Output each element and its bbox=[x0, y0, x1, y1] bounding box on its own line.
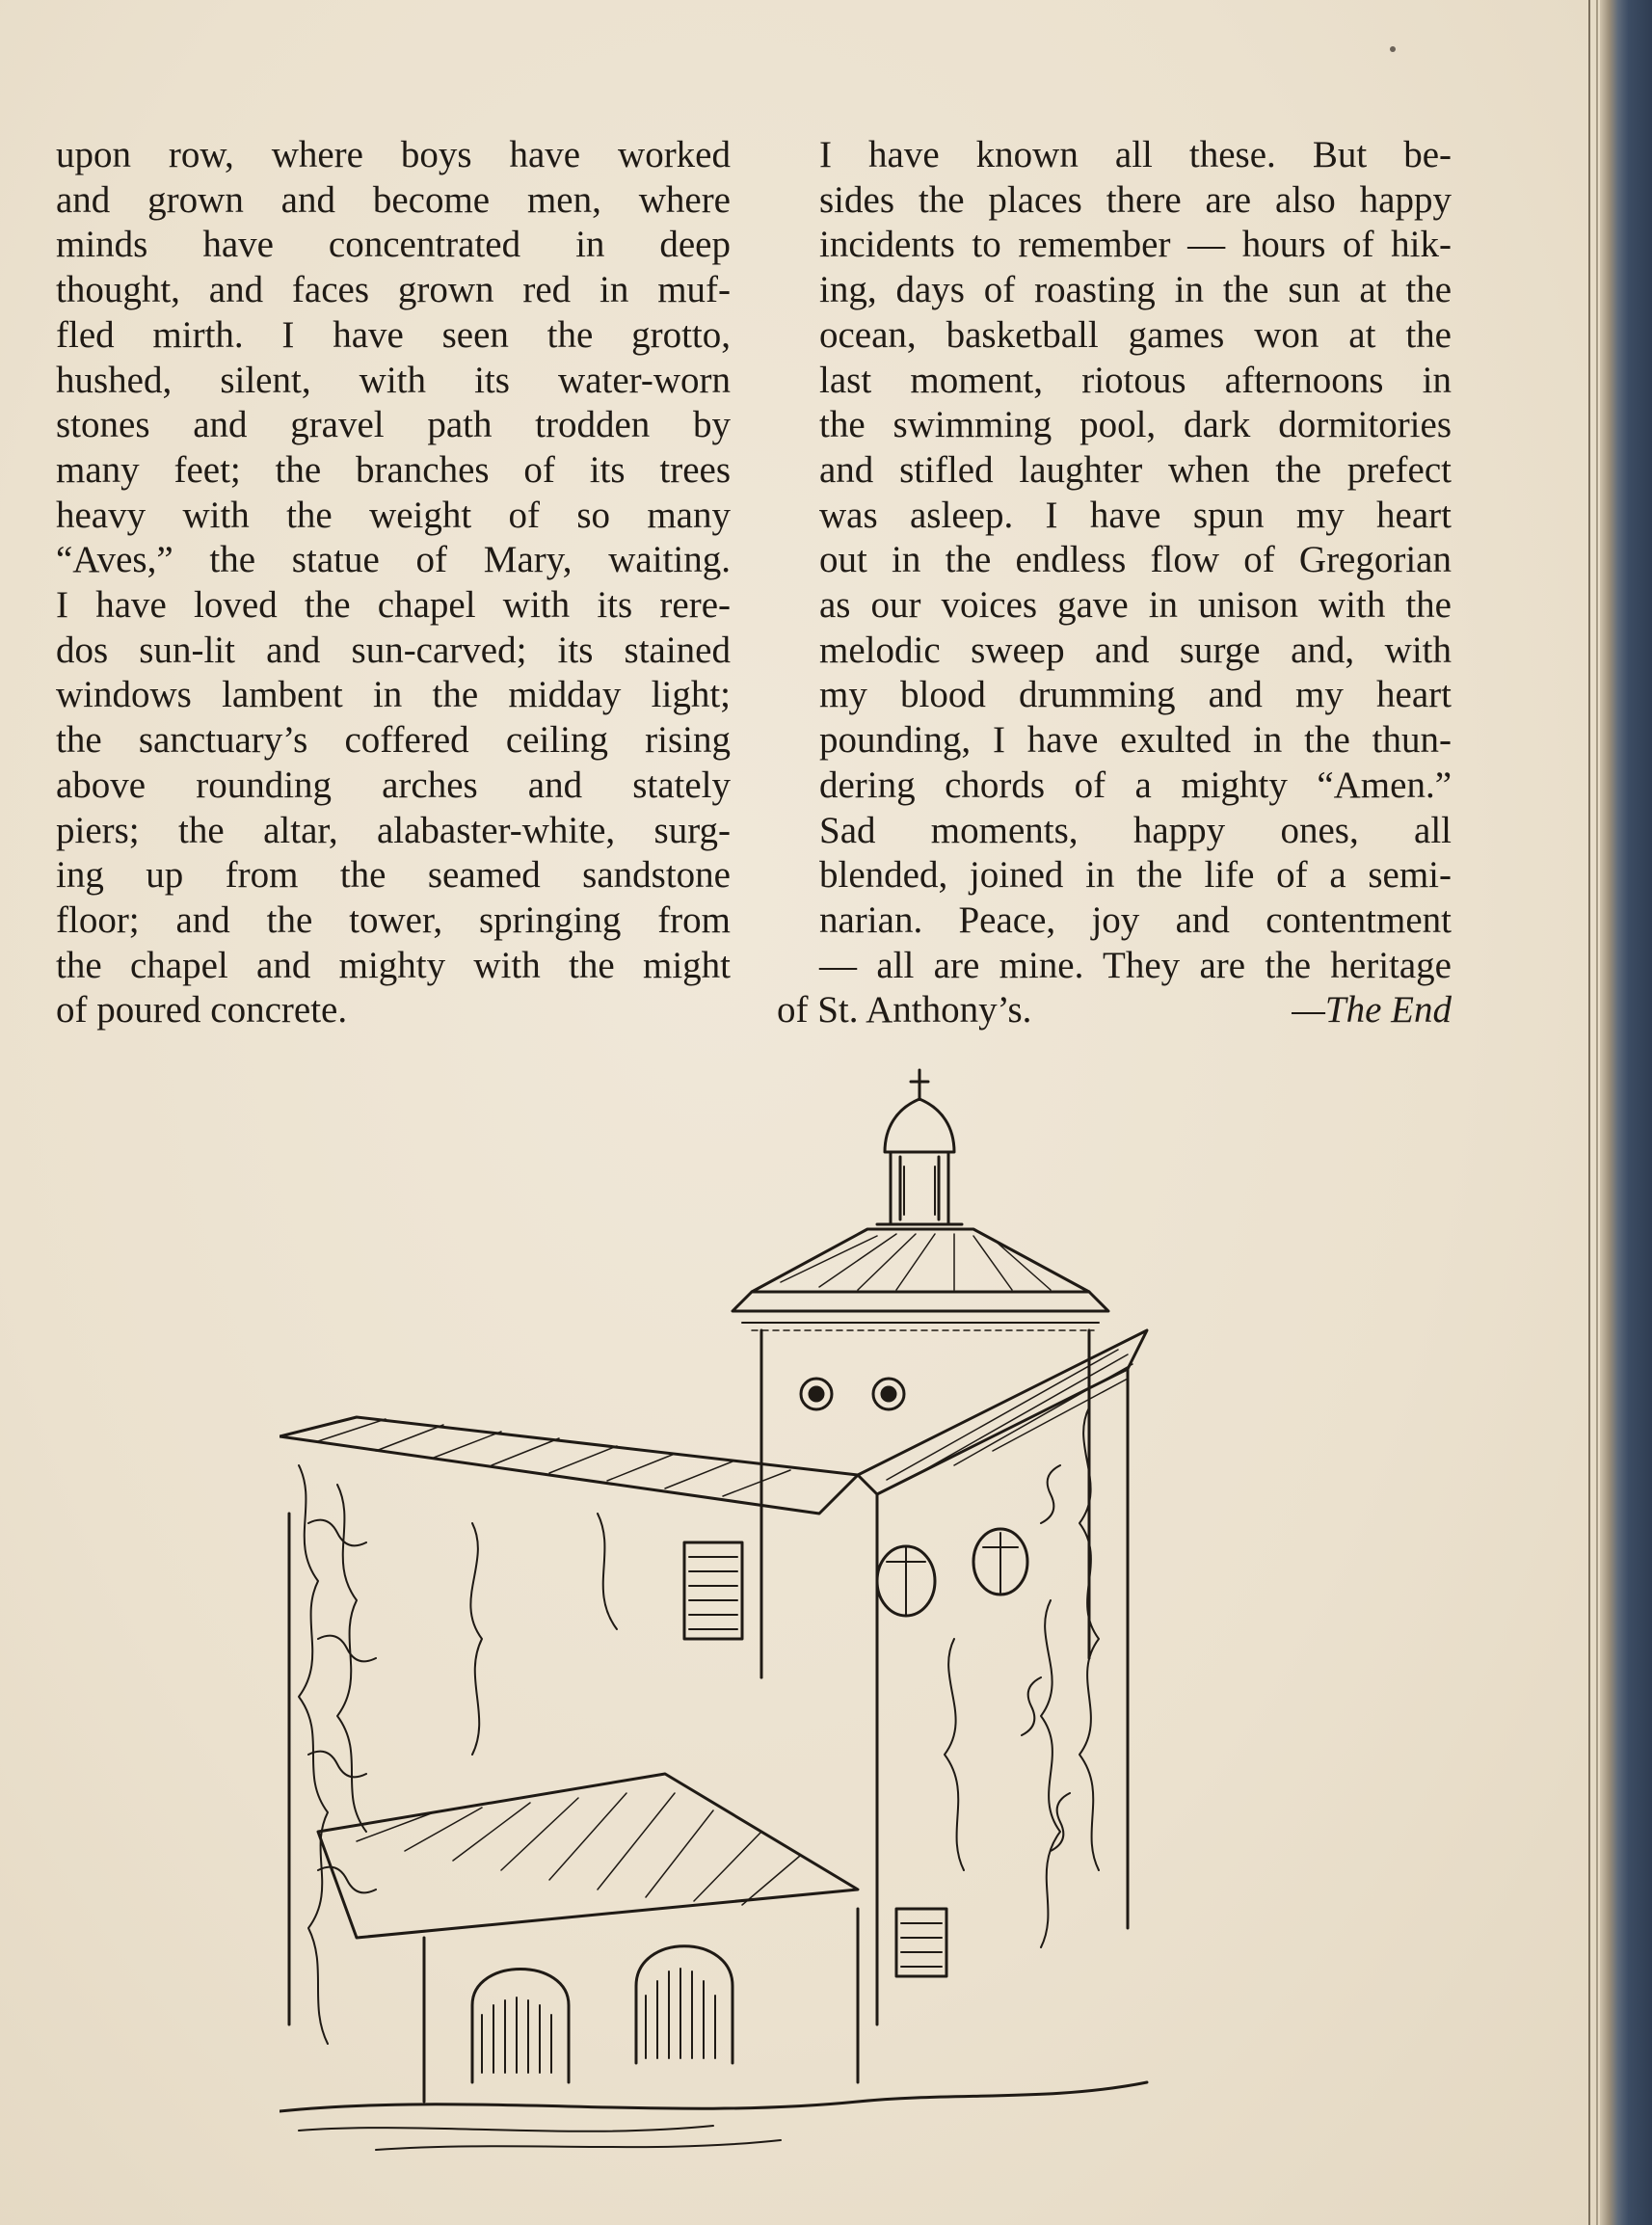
text-line: as our voices gave in unison with the bbox=[819, 584, 1452, 627]
text-line: dos sun-lit and sun-carved; its stained bbox=[56, 629, 731, 671]
text-line: above rounding arches and stately bbox=[56, 764, 731, 806]
text-line: blended, joined in the life of a semi- bbox=[819, 854, 1452, 897]
text-line: and grown and become men, where bbox=[56, 178, 731, 221]
right-column bbox=[777, 133, 1452, 1033]
text-line: was asleep. I have spun my heart bbox=[819, 494, 1452, 536]
text-line: pounding, I have exulted in the thun- bbox=[819, 719, 1452, 762]
text-line: dering chords of a mighty “Amen.” bbox=[819, 764, 1452, 806]
page-edge-line bbox=[1596, 0, 1598, 2225]
right-paragraph-1 bbox=[777, 133, 1452, 809]
text-line: sides the places there are also happy bbox=[819, 178, 1452, 221]
text-line: “Aves,” the statue of Mary, waiting. bbox=[56, 539, 731, 581]
text-line: — all are mine. They are the heritage bbox=[819, 944, 1452, 986]
text-line: upon row, where boys have worked bbox=[56, 134, 731, 175]
text-line: I have loved the chapel with its rere- bbox=[56, 584, 731, 627]
page-edge-line bbox=[1588, 0, 1590, 2225]
text-line: I have known all these. But be- bbox=[819, 134, 1452, 175]
closing-text: of St. Anthony’s. bbox=[777, 989, 1032, 1032]
text-line: thought, and faces grown red in muf- bbox=[56, 269, 731, 311]
text-line: the swimming pool, dark dormitories bbox=[819, 404, 1452, 446]
text-line: my blood drumming and my heart bbox=[819, 674, 1452, 716]
text-line: out in the endless flow of Gregorian bbox=[819, 539, 1452, 581]
text-line: hushed, silent, with its water-worn bbox=[56, 359, 731, 401]
text-line: ing up from the seamed sandstone bbox=[56, 854, 731, 897]
text-line: ocean, basketball games won at the bbox=[819, 313, 1452, 356]
closing-line bbox=[777, 988, 1452, 1033]
text-line: ing, days of roasting in the sun at the bbox=[819, 269, 1452, 311]
text-line: melodic sweep and surge and, with bbox=[819, 629, 1452, 671]
text-line: of poured concrete. bbox=[56, 989, 348, 1032]
text-line: incidents to remember — hours of hik- bbox=[819, 224, 1452, 266]
text-line: and stifled laughter when the prefect bbox=[819, 448, 1452, 491]
text-line: the sanctuary’s coffered ceiling rising bbox=[56, 719, 731, 762]
paper-speck bbox=[1390, 46, 1396, 52]
text-line: many feet; the branches of its trees bbox=[56, 448, 731, 491]
text-line: floor; and the tower, springing from bbox=[56, 898, 731, 941]
text-line: narian. Peace, joy and contentment bbox=[819, 898, 1452, 941]
text-line: piers; the altar, alabaster-white, surg- bbox=[56, 809, 731, 851]
text-line: stones and gravel path trodden by bbox=[56, 404, 731, 446]
text-line: heavy with the weight of so many bbox=[56, 494, 731, 536]
the-end-signature: —The End bbox=[1292, 989, 1452, 1032]
left-column bbox=[56, 133, 731, 1033]
text-line: minds have concentrated in deep bbox=[56, 224, 731, 266]
text-line: windows lambent in the midday light; bbox=[56, 674, 731, 716]
text-line: last moment, riotous afternoons in bbox=[819, 359, 1452, 401]
chapel-tower-sketch-icon bbox=[280, 1060, 1253, 2179]
right-paragraph-2 bbox=[777, 809, 1452, 989]
text-line: Sad moments, happy ones, all bbox=[819, 809, 1452, 851]
text-line: fled mirth. I have seen the grotto, bbox=[56, 313, 731, 356]
left-paragraph bbox=[56, 133, 731, 1033]
text-line: the chapel and mighty with the might bbox=[56, 944, 731, 986]
book-binding bbox=[1600, 0, 1652, 2225]
